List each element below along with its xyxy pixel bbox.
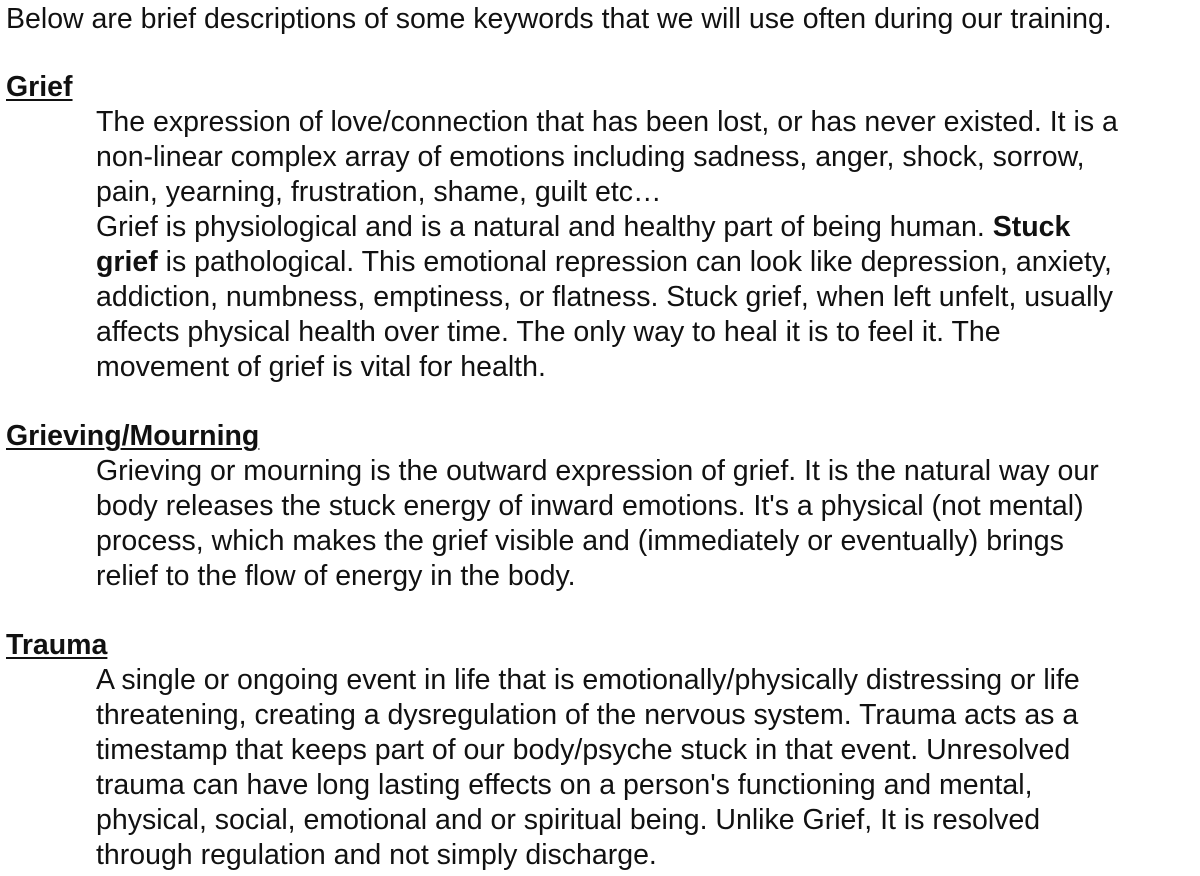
definition-text: Grief is physiological and is a natural and healthy part of being human. — [96, 211, 993, 243]
definition-line: physical, social, emotional and or spiritual being. Unlike Grief, It is resolved — [96, 804, 1041, 836]
definition-line: trauma can have long lasting effects on a person's functioning and mental, — [96, 769, 1033, 801]
term-grieving-mourning: Grieving/Mourning — [6, 420, 260, 452]
definition-line: movement of grief is vital for health. — [96, 351, 546, 383]
bold-term-stuck: Stuck — [992, 211, 1071, 243]
definition-line: Grieving or mourning is the outward expression of grief. It is the natural way our — [96, 455, 1099, 487]
definition-trauma — [96, 663, 1196, 873]
intro-text: Below are brief descriptions of some keywords that we will use often during our training. — [6, 3, 1112, 35]
definition-text: is pathological. This emotional repression can look like depression, anxiety, — [157, 246, 1112, 278]
definition-line-mixed — [96, 245, 1196, 280]
definition-line: threatening, creating a dysregulation of the nervous system. Trauma acts as a — [96, 699, 1079, 731]
definition-line: non-linear complex array of emotions including sadness, anger, shock, sorrow, — [96, 141, 1085, 173]
definition-grief — [96, 105, 1196, 385]
definition-line: through regulation and not simply discharge. — [96, 839, 657, 871]
term-trauma: Trauma — [6, 629, 108, 661]
term-grief: Grief — [6, 71, 73, 103]
definition-line: timestamp that keeps part of our body/psyche stuck in that event. Unresolved — [96, 734, 1071, 766]
definition-line: pain, yearning, frustration, shame, guilt etc… — [96, 176, 662, 208]
definition-line: relief to the flow of energy in the body. — [96, 560, 576, 592]
definition-line: body releases the stuck energy of inward emotions. It's a physical (not mental) — [96, 490, 1084, 522]
definition-line: addiction, numbness, emptiness, or flatness. Stuck grief, when left unfelt, usually — [96, 281, 1114, 313]
definition-line: process, which makes the grief visible and (immediately or eventually) brings — [96, 525, 1064, 557]
definition-grieving-mourning — [96, 454, 1196, 594]
definition-line: affects physical health over time. The only way to heal it is to feel it. The — [96, 316, 1001, 348]
definition-line: A single or ongoing event in life that is emotionally/physically distressing or life — [96, 664, 1080, 696]
definition-line-mixed — [96, 210, 1196, 245]
bold-term-grief: grief — [96, 246, 158, 278]
definition-line: The expression of love/connection that has been lost, or has never existed. It is a — [96, 106, 1118, 138]
